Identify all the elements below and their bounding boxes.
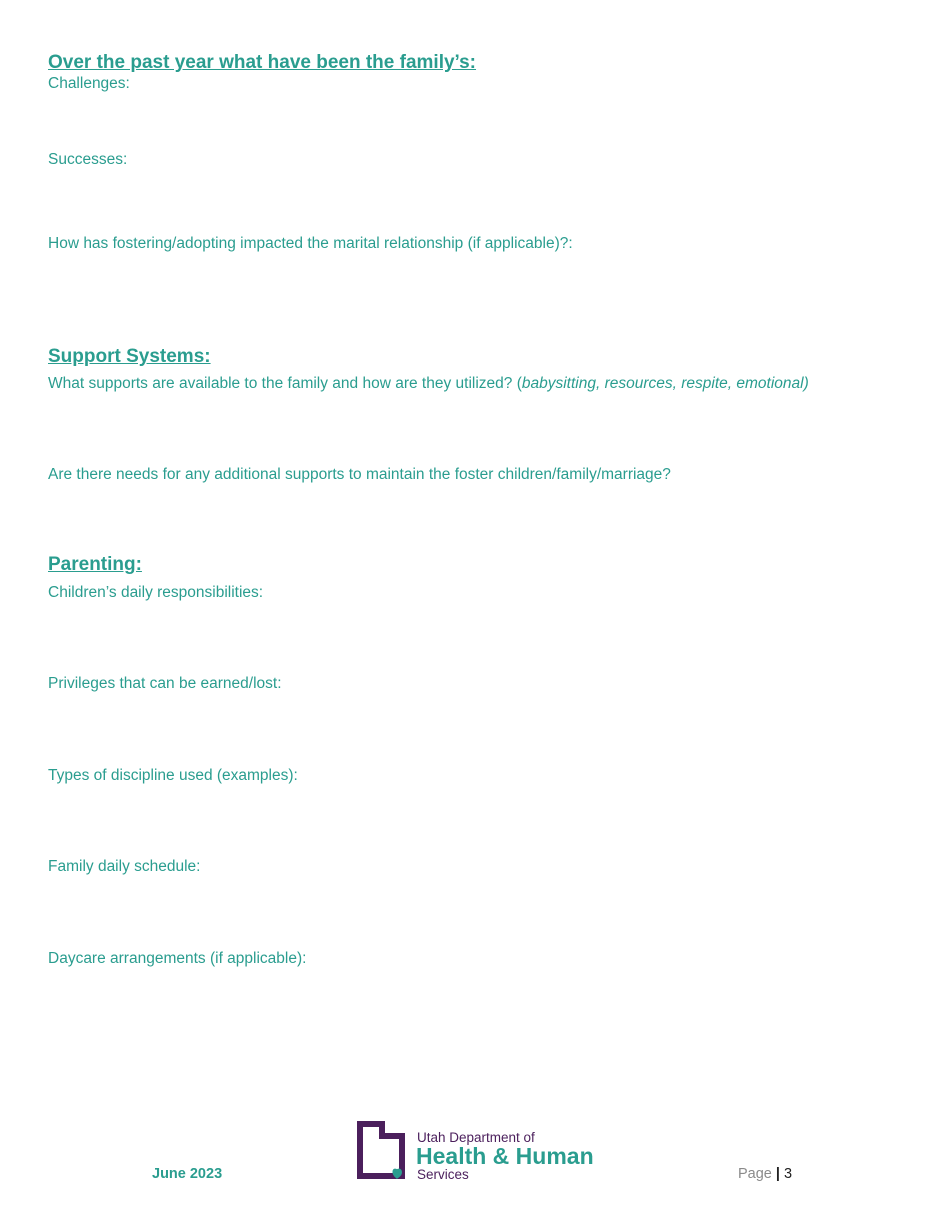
footer-date: June 2023	[152, 1166, 223, 1182]
heading-family-review: Over the past year what have been the family’s:	[48, 52, 477, 73]
heading-parenting: Parenting:	[48, 554, 142, 575]
label-successes: Successes:	[48, 151, 128, 168]
logo-text-line1: Utah Department of	[417, 1130, 535, 1145]
label-additional-supports: Are there needs for any additional supports to maintain the foster children/family/marriage?	[48, 466, 671, 483]
label-discipline: Types of discipline used (examples):	[48, 767, 298, 784]
label-daily-responsibilities: Children’s daily responsibilities:	[48, 584, 264, 601]
label-privileges: Privileges that can be earned/lost:	[48, 675, 282, 692]
page-label: Page	[738, 1166, 772, 1182]
logo-text-line2: Health & Human	[416, 1143, 594, 1169]
label-daycare: Daycare arrangements (if applicable):	[48, 950, 307, 967]
page-number: 3	[784, 1166, 793, 1182]
utah-state-heart-icon	[356, 1120, 412, 1182]
label-daily-schedule: Family daily schedule:	[48, 858, 201, 875]
logo-text-line3: Services	[417, 1167, 469, 1182]
dhhs-logo	[356, 1120, 616, 1184]
supports-available-examples: babysitting, resources, respite, emotional)	[521, 375, 809, 392]
label-supports-available	[48, 375, 809, 393]
heading-support-systems: Support Systems:	[48, 346, 211, 367]
label-challenges: Challenges:	[48, 75, 130, 92]
page-separator: |	[775, 1166, 780, 1182]
supports-available-text: What supports are available to the family and how are they utilized? (	[48, 375, 522, 392]
label-marital-impact: How has fostering/adopting impacted the marital relationship (if applicable)?:	[48, 235, 573, 252]
footer-page-number	[738, 1166, 792, 1182]
